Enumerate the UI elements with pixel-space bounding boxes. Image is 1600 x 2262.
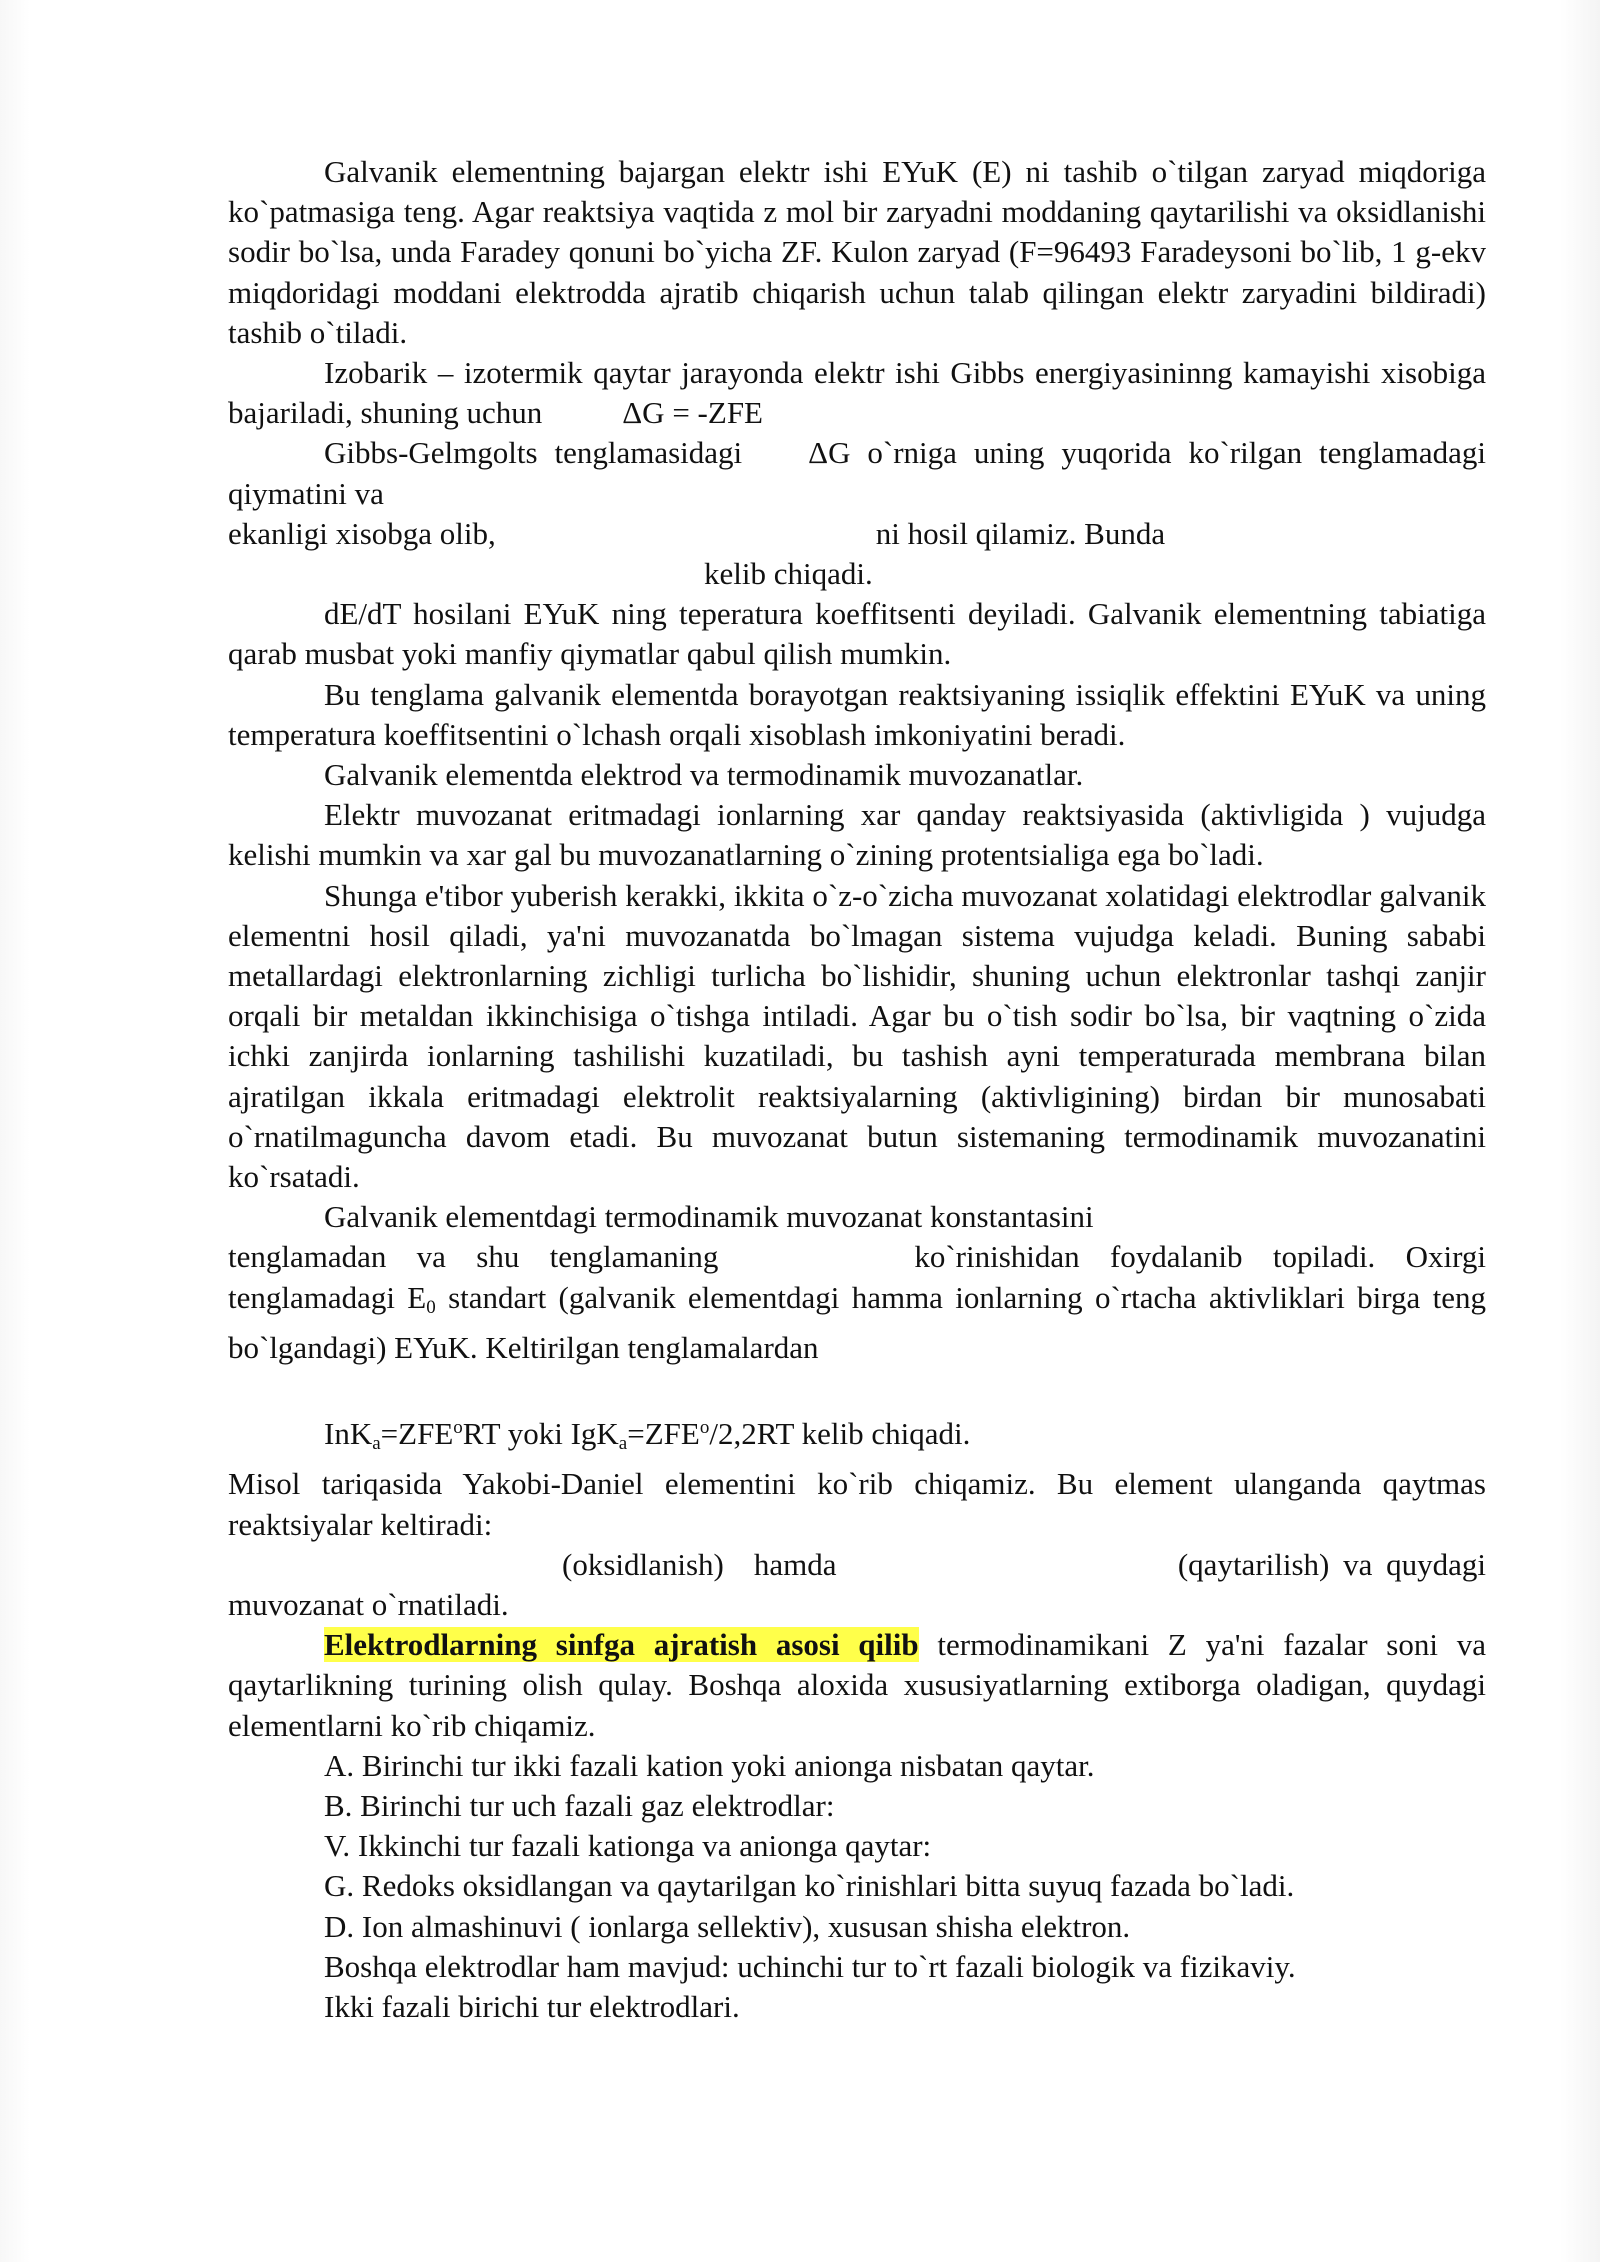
paragraph-daniel-example: Misol tariqasida Yakobi-Daniel elementini ko`rib chiqamiz. Bu element ulanganda qaytmas reaktsiyalar keltiradi: [228,1466,1486,1542]
paragraph-classification [228,1625,1486,1746]
list-item: D. Ion almashinuvi ( ionlarga sellektiv), xususan shisha elektron. [324,1908,1131,1944]
reduction-label: (qaytarilish) va quydagi [1177,1546,1486,1582]
paragraph-emf-work: Galvanik elementning bajargan elektr ishi EYuK (E) ni tashib o`tilgan zaryad miqdoriga ko`patmasiga teng. Agar reaktsiya vaqtida z mol bir zaryadni moddaning qaytarilishi va oksidlanishi sodir bo`lsa, unda Faradey qonuni bo`yicha ZF. Kulon zaryad (F=96493 Faradeysoni bo`lib, 1 g-ekv miqdoridagi moddani elektrodda ajratib chiqarish uchun talab qilingan elektr zaryadini bildiradi) tashib o`tiladi. [228,154,1486,350]
zfe-text-2: =ZFE [627,1416,700,1452]
paragraph-result: kelib chiqadi. [704,556,873,592]
list-item: Ikki fazali birichi tur elektrodlari. [324,1988,740,2024]
paragraph-equation-usage [228,1237,1486,1368]
list-item: B. Birinchi tur uch fazali gaz elektrodlar: [324,1787,835,1823]
list-item: Boshqa elektrodlar ham mavjud: uchinchi tur to`rt fazali biologik va fizikaviy. [324,1948,1296,1984]
section-heading-equilibria: Galvanik elementda elektrod va termodinamik muvozanatlar. [324,757,1084,793]
equation-form-text: ko`rinishidan foydalanib topiladi. Oxirgi tenglamadagi E [228,1239,1486,1315]
rt-or-log-text: RT yoki IgK [462,1416,619,1452]
log-result-text: /2,2RT kelib chiqadi. [709,1416,971,1452]
delta-g-text: ΔG o`rniga uning yuqorida ko`rilgan tenglamadagi qiymatini va [228,435,1486,511]
equation-gap [228,1368,1486,1408]
equation-usage-text: tenglamadan va shu tenglamaning [228,1239,719,1275]
ln-k-text: InK [324,1416,373,1452]
paragraph-temperature-coefficient: dE/dT hosilani EYuK ning teperatura koeffitsenti deyiladi. Galvanik elementning tabiatiga qarab musbat yoki manfiy qiymatlar qabul qilish mumkin. [228,596,1486,672]
document-body [228,152,1486,2027]
zfe-text: =ZFE [380,1416,454,1452]
isobaric-text: Izobarik – izotermik qaytar jarayonda elektr ishi Gibbs energiyasininng kamayishi xisobiga bajariladi, shuning uchun [228,355,1486,431]
ln-k-subscript: a [372,1433,381,1455]
standard-emf-text: standart (galvanik elementdagi hamma ionlarning o`rtacha aktivliklari birga teng bo`lgandagi) EYuK. Keltirilgan tenglamalardan [228,1279,1486,1365]
paragraph-equilibrium-set: muvozanat o`rnatiladi. [228,1586,509,1622]
zfe-superscript-2: o [699,1417,710,1439]
paragraph-equilibrium-constant: Galvanik elementdagi termodinamik muvozanat konstantasini [324,1199,1094,1235]
obtain-text: ni hosil qilamiz. Bunda [875,515,1166,551]
gibbs-equation: ΔG = -ZFE [622,395,763,431]
paragraph-gibbs-helmholtz [228,433,1486,513]
page-shadow-left [0,0,30,2262]
highlighted-phrase: Elektrodlarning sinfga ajratish asosi qilib [324,1627,919,1663]
classification-text: termodinamikani Z ya'ni fazalar soni va qaytarlikning turining olish qulay. Boshqa aloxida xususiyatlarning extiborga oladigan, quydagi elementlarni ko`rib chiqamiz. [228,1627,1486,1743]
gibbs-helmholtz-text: Gibbs-Gelmgolts tenglamasidagi [324,435,743,471]
oxidation-label: (oksidlanish) [562,1546,724,1582]
considering-text: ekanligi xisobga olib, [228,515,496,551]
list-item: V. Ikkinchi tur fazali kationga va anionga qaytar: [324,1828,932,1864]
paragraph-reactions [228,1545,1486,1585]
e-zero-subscript: 0 [426,1296,436,1318]
log-k-subscript: a [618,1433,628,1455]
paragraph-heat-effect: Bu tenglama galvanik elementda borayotgan reaktsiyaning issiqlik effektini EYuK va uning temperatura koeffitsentini o`lchash orqali xisoblash imkoniyatini beradi. [228,676,1486,752]
paragraph-two-electrodes: Shunga e'tibor yuberish kerakki, ikkita o`z-o`zicha muvozanat xolatidagi elektrodlar galvanik elementni hosil qiladi, ya'ni muvozanatda bo`lmagan sistema vujudga keladi. Buning sababi metallardagi elektronlarning zichligi turlicha bo`lishidir, shuning uchun elektronlar tashqi zanjir orqali bir metaldan ikkinchisiga o`tishga intiladi. Agar bu o`tish sodir bo`lsa, bir vaqtning o`zida ichki zanjirda ionlarning tashilishi kuzatiladi, bu tashish ayni temperaturada membrana bilan ajratilgan ikkala eritmadagi elektrolit reaktsiyalarning (aktivligining) birdan bir munosabati o`rnatilmaguncha davom etadi. Bu muvozanat butun sistemaning termodinamik muvozanatini ko`rsatadi. [228,877,1486,1195]
paragraph-log-equations [228,1408,1486,1464]
page-shadow-right [1560,0,1600,2262]
zfe-superscript: o [453,1417,463,1439]
paragraph-considering [228,514,1486,554]
paragraph-isobaric [228,353,1486,433]
and-label: hamda [753,1546,837,1582]
paragraph-electric-equilibrium: Elektr muvozanat eritmadagi ionlarning xar qanday reaktsiyasida (aktivligida ) vujudga kelishi mumkin va xar gal bu muvozanatlarning o`zining protentsialiga ega bo`ladi. [228,797,1486,873]
list-item: G. Redoks oksidlangan va qaytarilgan ko`rinishlari bitta suyuq fazada bo`ladi. [324,1868,1295,1904]
list-item: A. Birinchi tur ikki fazali kation yoki anionga nisbatan qaytar. [324,1747,1095,1783]
